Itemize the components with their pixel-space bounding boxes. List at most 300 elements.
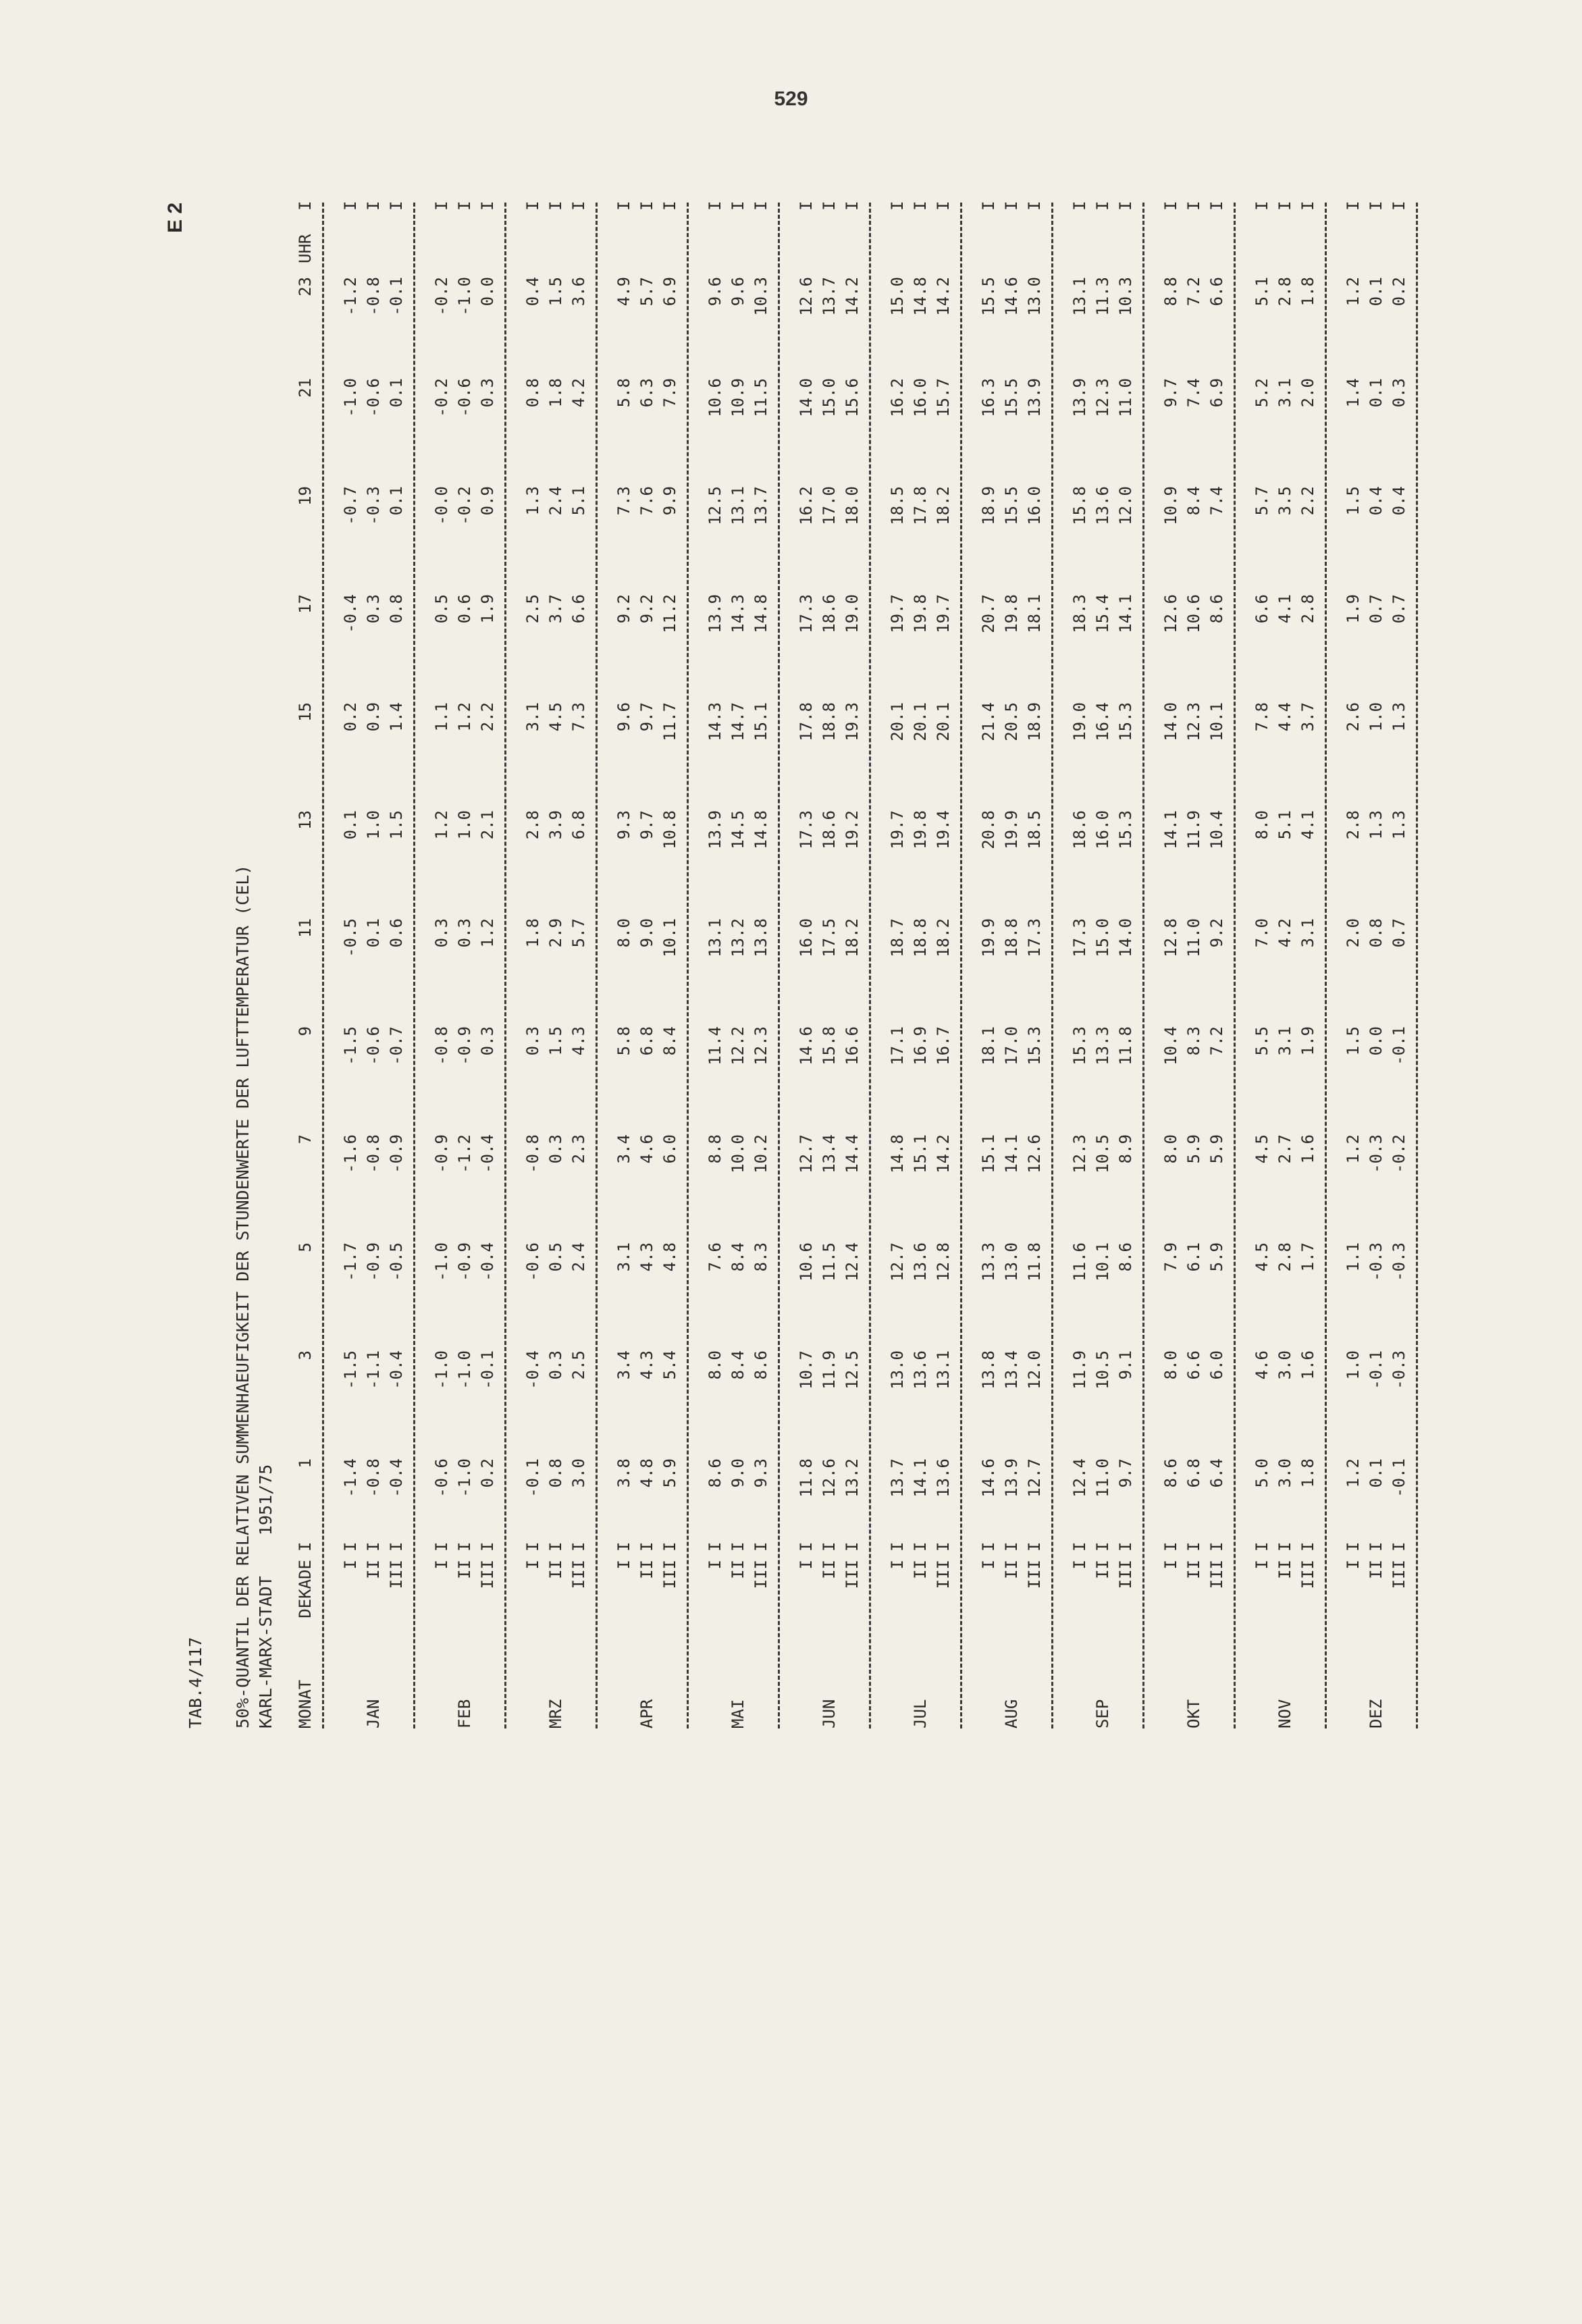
temperature-value: 18.3 (1070, 594, 1089, 633)
temperature-value: 15.5 (1002, 486, 1021, 525)
row-bar-right: I (979, 201, 998, 211)
temperature-value: 7.3 (614, 486, 633, 516)
temperature-value: 15.4 (1093, 594, 1112, 633)
page-number: 529 (774, 88, 808, 110)
temperature-value: 13.1 (706, 918, 724, 957)
temperature-value: 9.6 (706, 277, 724, 307)
temperature-table (294, 203, 1433, 1728)
temperature-value: 6.6 (1207, 277, 1226, 307)
month-separator (413, 203, 427, 1728)
temperature-value: 14.4 (843, 1134, 862, 1173)
temperature-value: 2.2 (478, 702, 497, 732)
row-bar-right: I (911, 201, 930, 211)
temperature-value: 1.5 (546, 277, 565, 307)
dekade-label: I (1344, 1560, 1363, 1570)
temperature-value: 3.7 (1298, 702, 1317, 732)
temperature-value: 13.9 (706, 810, 724, 849)
temperature-value: 3.0 (1275, 1458, 1294, 1488)
table-row (521, 203, 544, 1728)
temperature-value: 16.2 (797, 486, 816, 525)
temperature-value: 5.8 (614, 1026, 633, 1056)
table-row (544, 203, 567, 1728)
temperature-value: 1.3 (1390, 702, 1408, 732)
temperature-value: 1.1 (1344, 1242, 1363, 1272)
temperature-value: 14.7 (729, 702, 747, 741)
dekade-label: II (1093, 1560, 1112, 1579)
temperature-value: 16.0 (911, 378, 930, 417)
table-row (1342, 203, 1365, 1728)
temperature-value: 5.5 (1253, 1026, 1271, 1056)
row-bar-left: I (1344, 1541, 1363, 1552)
temperature-value: -0.1 (478, 1350, 497, 1390)
temperature-value: 5.9 (660, 1458, 679, 1488)
temperature-value: 1.8 (1298, 277, 1317, 307)
temperature-value: 10.3 (752, 277, 770, 316)
station-name: KARL-MARX-STADT (256, 1576, 275, 1728)
temperature-value: -0.1 (387, 277, 406, 316)
temperature-value: 4.3 (637, 1242, 656, 1272)
table-row (635, 203, 658, 1728)
temperature-value: 8.6 (752, 1350, 770, 1380)
temperature-value: -0.9 (432, 1134, 451, 1173)
table-row (749, 203, 772, 1728)
temperature-value: 12.4 (1070, 1458, 1089, 1498)
header-hour: 23 (296, 277, 315, 296)
temperature-value: 6.9 (1207, 378, 1226, 408)
temperature-value: 1.0 (455, 810, 474, 840)
row-bar-right: I (934, 201, 953, 211)
temperature-value: 12.4 (843, 1242, 862, 1282)
header-hour: 15 (296, 702, 315, 722)
temperature-value: 17.0 (1002, 1026, 1021, 1065)
row-bar-right: I (1093, 201, 1112, 211)
temperature-value: 6.6 (569, 594, 588, 624)
temperature-value: 13.4 (1002, 1350, 1021, 1390)
temperature-value: 8.4 (660, 1026, 679, 1056)
temperature-value: 0.3 (523, 1026, 542, 1056)
row-bar-left: I (1116, 1541, 1135, 1552)
row-bar-right: I (1344, 201, 1363, 211)
table-row (362, 203, 385, 1728)
temperature-value: 8.0 (706, 1350, 724, 1380)
dekade-label: I (1070, 1560, 1089, 1570)
temperature-value: 14.1 (1002, 1134, 1021, 1173)
temperature-value: 14.8 (752, 810, 770, 849)
temperature-value: 1.2 (1344, 277, 1363, 307)
row-bar-left: I (1367, 1541, 1386, 1552)
temperature-value: 13.1 (1070, 277, 1089, 316)
temperature-value: 1.8 (546, 378, 565, 408)
header-unit: UHR (296, 234, 315, 263)
temperature-value: 20.8 (979, 810, 998, 849)
dekade-label: III (1298, 1560, 1317, 1589)
header-bar-right: I (296, 201, 315, 211)
temperature-value: 12.7 (888, 1242, 907, 1282)
temperature-value: -0.8 (364, 1134, 383, 1173)
row-bar-right: I (729, 201, 747, 211)
temperature-value: 6.6 (1253, 594, 1271, 624)
month-separator (596, 203, 610, 1728)
row-bar-right: I (364, 201, 383, 211)
temperature-value: 1.4 (1344, 378, 1363, 408)
temperature-value: 8.6 (1116, 1242, 1135, 1272)
temperature-value: 19.7 (888, 594, 907, 633)
row-bar-right: I (614, 201, 633, 211)
row-bar-left: I (1002, 1541, 1021, 1552)
temperature-value: -0.4 (478, 1242, 497, 1282)
temperature-value: 16.0 (797, 918, 816, 957)
temperature-value: -0.3 (364, 486, 383, 525)
row-bar-right: I (706, 201, 724, 211)
temperature-value: 11.5 (820, 1242, 839, 1282)
temperature-value: 9.7 (1116, 1458, 1135, 1488)
temperature-value: 10.5 (1093, 1134, 1112, 1173)
temperature-value: 13.6 (911, 1350, 930, 1390)
temperature-value: 7.2 (1184, 277, 1203, 307)
temperature-value: 14.1 (911, 1458, 930, 1498)
temperature-value: 2.4 (569, 1242, 588, 1272)
temperature-value: 19.9 (979, 918, 998, 957)
temperature-value: 5.9 (1184, 1134, 1203, 1164)
temperature-value: 15.3 (1070, 1026, 1089, 1065)
temperature-value: 10.6 (797, 1242, 816, 1282)
temperature-value: 14.8 (752, 594, 770, 633)
header-hour: 3 (296, 1350, 315, 1361)
temperature-value: 10.1 (1207, 702, 1226, 741)
header-hour: 5 (296, 1242, 315, 1252)
temperature-value: -0.9 (364, 1242, 383, 1282)
temperature-value: -1.0 (341, 378, 360, 417)
temperature-value: 18.8 (820, 702, 839, 741)
temperature-value: 15.6 (843, 378, 862, 417)
temperature-value: 13.9 (1002, 1458, 1021, 1498)
temperature-value: -1.0 (455, 1458, 474, 1498)
temperature-value: 14.2 (934, 1134, 953, 1173)
row-bar-left: I (1025, 1541, 1044, 1552)
table-row (567, 203, 590, 1728)
table-row (1000, 203, 1023, 1728)
temperature-value: 9.7 (637, 702, 656, 732)
temperature-value: 0.2 (478, 1458, 497, 1488)
temperature-value: 11.9 (1184, 810, 1203, 849)
temperature-value: 1.2 (1344, 1134, 1363, 1164)
temperature-value: 3.9 (546, 810, 565, 840)
temperature-value: 0.1 (341, 810, 360, 840)
temperature-value: 10.7 (797, 1350, 816, 1390)
temperature-value: 13.7 (752, 486, 770, 525)
month-label: MRZ (546, 1699, 565, 1728)
temperature-value: -0.2 (455, 486, 474, 525)
temperature-value: 17.0 (820, 486, 839, 525)
row-bar-left: I (1161, 1541, 1180, 1552)
table-title: 50%-QUANTIL DER RELATIVEN SUMMENHAEUFIGKEIT DER STUNDENWERTE DER LUFTTEMPERATUR (CEL) (233, 864, 253, 1728)
temperature-value: 2.5 (523, 594, 542, 624)
temperature-value: 12.3 (1070, 1134, 1089, 1173)
temperature-value: 13.4 (820, 1134, 839, 1173)
temperature-value: 1.1 (432, 702, 451, 732)
temperature-value: 0.1 (364, 918, 383, 948)
temperature-value: 11.5 (752, 378, 770, 417)
month-separator (1051, 203, 1065, 1728)
temperature-value: 6.6 (1184, 1350, 1203, 1380)
temperature-value: -1.0 (432, 1350, 451, 1390)
temperature-value: 8.0 (1253, 810, 1271, 840)
temperature-value: 3.6 (569, 277, 588, 307)
dekade-label: III (478, 1560, 497, 1589)
temperature-value: 15.1 (911, 1134, 930, 1173)
temperature-value: 19.7 (888, 810, 907, 849)
temperature-value: 12.8 (1161, 918, 1180, 957)
temperature-value: 11.2 (660, 594, 679, 633)
temperature-value: 5.2 (1253, 378, 1271, 408)
dekade-label: I (614, 1560, 633, 1570)
temperature-value: 18.9 (1025, 702, 1044, 741)
row-bar-left: I (387, 1541, 406, 1552)
temperature-value: 1.3 (1390, 810, 1408, 840)
temperature-value: 1.5 (1344, 1026, 1363, 1056)
temperature-value: 16.9 (911, 1026, 930, 1065)
temperature-value: 0.3 (455, 918, 474, 948)
temperature-value: 14.1 (1161, 810, 1180, 849)
temperature-value: 7.3 (569, 702, 588, 732)
dekade-label: II (1367, 1560, 1386, 1579)
row-bar-left: I (523, 1541, 542, 1552)
temperature-value: -1.5 (341, 1350, 360, 1390)
period: 1951/75 (256, 1464, 275, 1536)
dekade-label: III (1116, 1560, 1135, 1589)
header-hour: 19 (296, 486, 315, 506)
temperature-value: 0.8 (387, 594, 406, 624)
temperature-value: 17.8 (797, 702, 816, 741)
temperature-value: 3.0 (569, 1458, 588, 1488)
row-bar-right: I (1002, 201, 1021, 211)
temperature-value: 9.9 (660, 486, 679, 516)
month-separator (1142, 203, 1157, 1728)
month-label: DEZ (1367, 1699, 1386, 1728)
row-bar-left: I (911, 1541, 930, 1552)
temperature-value: 3.1 (523, 702, 542, 732)
dekade-label: II (1275, 1560, 1294, 1579)
table-row (704, 203, 727, 1728)
temperature-value: 2.3 (569, 1134, 588, 1164)
row-bar-right: I (1116, 201, 1135, 211)
temperature-value: 13.0 (1002, 1242, 1021, 1282)
temperature-value: 4.4 (1275, 702, 1294, 732)
temperature-value: 13.6 (1093, 486, 1112, 525)
table-row (1068, 203, 1091, 1728)
temperature-value: 13.3 (979, 1242, 998, 1282)
temperature-value: -1.5 (341, 1026, 360, 1065)
temperature-value: -0.9 (455, 1242, 474, 1282)
temperature-value: 9.7 (1161, 378, 1180, 408)
row-bar-right: I (660, 201, 679, 211)
temperature-value: 0.1 (1367, 1458, 1386, 1488)
temperature-value: 18.1 (979, 1026, 998, 1065)
temperature-value: 15.1 (979, 1134, 998, 1173)
table-row (1182, 203, 1205, 1728)
temperature-value: 0.3 (546, 1134, 565, 1164)
temperature-value: 3.1 (1298, 918, 1317, 948)
temperature-value: -0.6 (432, 1458, 451, 1498)
row-bar-right: I (387, 201, 406, 211)
month-label: AUG (1002, 1699, 1021, 1728)
temperature-value: 6.3 (637, 378, 656, 408)
temperature-value: 11.7 (660, 702, 679, 741)
row-bar-right: I (432, 201, 451, 211)
temperature-value: 13.7 (888, 1458, 907, 1498)
temperature-value: 8.6 (1207, 594, 1226, 624)
month-separator (322, 203, 336, 1728)
temperature-value: 1.2 (432, 810, 451, 840)
temperature-value: 12.5 (843, 1350, 862, 1390)
temperature-value: 3.7 (546, 594, 565, 624)
temperature-value: 5.1 (1253, 277, 1271, 307)
temperature-value: 0.2 (1390, 277, 1408, 307)
temperature-value: 0.3 (432, 918, 451, 948)
temperature-value: -1.1 (364, 1350, 383, 1390)
temperature-value: 11.9 (820, 1350, 839, 1390)
temperature-value: -0.2 (1390, 1134, 1408, 1173)
temperature-value: 0.1 (1367, 378, 1386, 408)
row-bar-left: I (752, 1541, 770, 1552)
temperature-value: 7.4 (1207, 486, 1226, 516)
temperature-value: 0.5 (546, 1242, 565, 1272)
temperature-value: 14.8 (911, 277, 930, 316)
temperature-value: 12.5 (706, 486, 724, 525)
temperature-value: -0.3 (1390, 1350, 1408, 1390)
row-bar-left: I (706, 1541, 724, 1552)
temperature-value: 19.8 (911, 810, 930, 849)
temperature-value: 4.6 (637, 1134, 656, 1164)
dekade-label: I (523, 1560, 542, 1570)
temperature-value: 7.6 (706, 1242, 724, 1272)
temperature-value: 10.4 (1207, 810, 1226, 849)
temperature-value: 10.9 (1161, 486, 1180, 525)
month-label: SEP (1093, 1699, 1112, 1728)
row-bar-right: I (1275, 201, 1294, 211)
temperature-value: 14.3 (729, 594, 747, 633)
temperature-value: 6.1 (1184, 1242, 1203, 1272)
temperature-value: 19.9 (1002, 810, 1021, 849)
temperature-value: 5.1 (569, 486, 588, 516)
temperature-value: 19.4 (934, 810, 953, 849)
temperature-value: 8.4 (1184, 486, 1203, 516)
header-hour: 21 (296, 378, 315, 398)
dekade-label: II (1002, 1560, 1021, 1579)
temperature-value: 6.4 (1207, 1458, 1226, 1488)
temperature-value: 4.3 (637, 1350, 656, 1380)
table-row (818, 203, 841, 1728)
dekade-label: I (432, 1560, 451, 1570)
temperature-value: 0.9 (364, 702, 383, 732)
header-monat: MONAT (296, 1679, 315, 1728)
temperature-value: 4.5 (1253, 1134, 1271, 1164)
temperature-value: -0.6 (364, 378, 383, 417)
temperature-value: 5.8 (614, 378, 633, 408)
temperature-value: 10.5 (1093, 1350, 1112, 1390)
temperature-value: 18.7 (888, 918, 907, 957)
row-bar-right: I (1253, 201, 1271, 211)
temperature-value: 15.5 (1002, 378, 1021, 417)
row-bar-right: I (523, 201, 542, 211)
temperature-value: 12.6 (820, 1458, 839, 1498)
temperature-value: -0.7 (341, 486, 360, 525)
temperature-value: 0.8 (523, 378, 542, 408)
temperature-value: 19.2 (843, 810, 862, 849)
temperature-value: 14.0 (1161, 702, 1180, 741)
month-label: JUL (911, 1699, 930, 1728)
row-bar-right: I (797, 201, 816, 211)
temperature-value: 11.0 (1093, 1458, 1112, 1498)
temperature-value: -0.3 (1367, 1134, 1386, 1173)
temperature-value: -1.2 (341, 277, 360, 316)
temperature-value: 13.6 (934, 1458, 953, 1498)
temperature-value: 11.8 (1116, 1026, 1135, 1065)
temperature-value: 12.7 (797, 1134, 816, 1173)
temperature-value: 13.8 (979, 1350, 998, 1390)
temperature-value: 10.6 (1184, 594, 1203, 633)
temperature-value: 3.1 (1275, 378, 1294, 408)
row-bar-right: I (843, 201, 862, 211)
dekade-label: I (797, 1560, 816, 1570)
temperature-value: 8.8 (706, 1134, 724, 1164)
row-bar-left: I (569, 1541, 588, 1552)
temperature-value: 10.3 (1116, 277, 1135, 316)
row-bar-left: I (364, 1541, 383, 1552)
temperature-value: 12.3 (752, 1026, 770, 1065)
row-bar-right: I (1390, 201, 1408, 211)
temperature-value: 1.9 (478, 594, 497, 624)
temperature-value: 14.0 (1116, 918, 1135, 957)
temperature-value: 8.0 (1161, 1134, 1180, 1164)
temperature-value: 13.9 (1025, 378, 1044, 417)
temperature-value: 9.7 (637, 810, 656, 840)
temperature-value: 2.4 (546, 486, 565, 516)
temperature-value: 0.3 (546, 1350, 565, 1380)
table-row (1250, 203, 1273, 1728)
temperature-value: 6.0 (660, 1134, 679, 1164)
table-row (1296, 203, 1319, 1728)
table-row (977, 203, 1000, 1728)
table-header-row (294, 203, 317, 1728)
row-bar-left: I (1298, 1541, 1317, 1552)
dekade-label: I (979, 1560, 998, 1570)
table-row (909, 203, 932, 1728)
temperature-value: 0.8 (1367, 918, 1386, 948)
temperature-value: -0.2 (432, 277, 451, 316)
temperature-value: 3.0 (1275, 1350, 1294, 1380)
temperature-value: 10.1 (660, 918, 679, 957)
temperature-value: 1.2 (478, 918, 497, 948)
row-bar-left: I (1070, 1541, 1089, 1552)
table-row (453, 203, 476, 1728)
temperature-value: 20.1 (934, 702, 953, 741)
temperature-value: 9.2 (614, 594, 633, 624)
temperature-value: 0.9 (478, 486, 497, 516)
temperature-value: -0.3 (1367, 1242, 1386, 1282)
temperature-value: 12.6 (1161, 594, 1180, 633)
temperature-value: -0.5 (341, 918, 360, 957)
row-bar-right: I (546, 201, 565, 211)
temperature-value: 10.8 (660, 810, 679, 849)
temperature-value: 8.3 (1184, 1026, 1203, 1056)
temperature-value: -1.7 (341, 1242, 360, 1282)
table-row (886, 203, 909, 1728)
temperature-value: 8.0 (1161, 1350, 1180, 1380)
month-label: JUN (820, 1699, 839, 1728)
temperature-value: 7.4 (1184, 378, 1203, 408)
temperature-value: 0.4 (1367, 486, 1386, 516)
